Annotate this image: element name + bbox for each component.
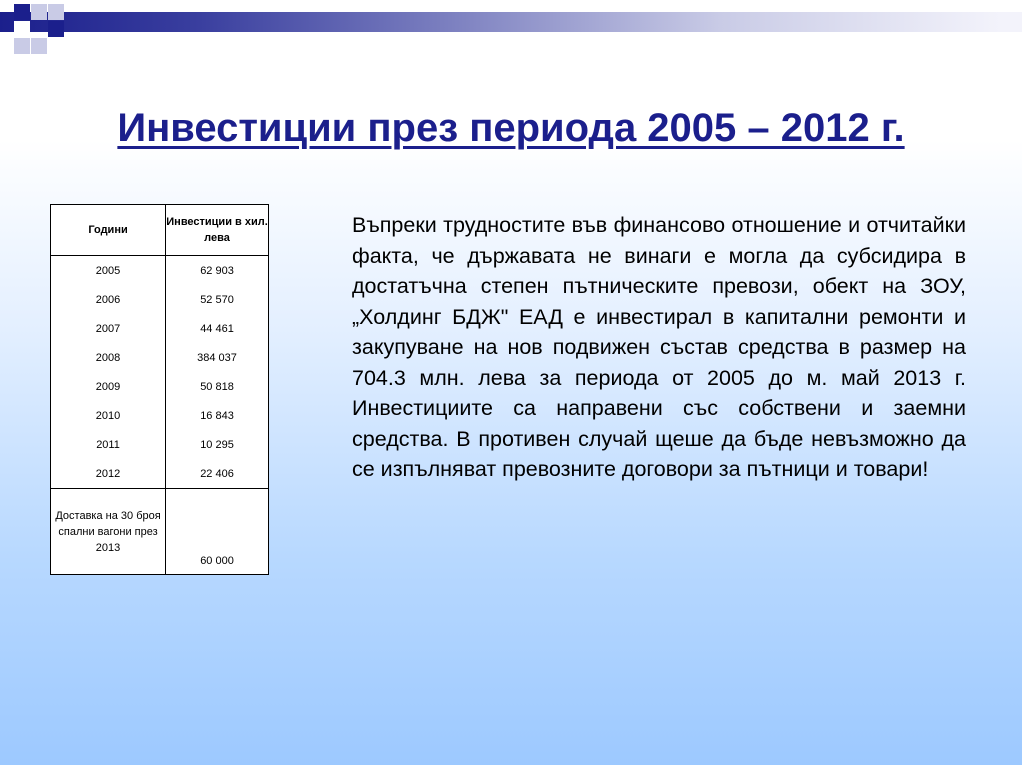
year-cell: 2005 <box>51 256 166 286</box>
investment-value-cell: 384 037 <box>197 351 237 364</box>
table-header-row <box>51 205 269 256</box>
delivery-label: Доставка на 30 броя спални вагони през 2013 <box>51 489 166 575</box>
table-row-delivery <box>51 489 269 575</box>
table-row <box>51 343 269 372</box>
year-cell: 2009 <box>51 372 166 401</box>
table-row <box>51 256 269 286</box>
delivery-value: 60 000 <box>166 489 269 575</box>
slide-title <box>0 104 1022 152</box>
decor-square-dark <box>48 21 64 37</box>
investment-value-cell: 44 461 <box>200 322 234 335</box>
table-row <box>51 459 269 489</box>
decor-square-dark <box>14 4 30 20</box>
investment-value-cell: 52 570 <box>200 293 234 306</box>
header-investments: Инвестиции в хил. лева <box>166 205 269 256</box>
decor-square-light <box>48 4 64 20</box>
slide-title-text: Инвестиции през периода 2005 – 2012 г. <box>117 106 905 150</box>
body-paragraph: Въпреки трудностите във финансово отношение и отчитайки факта, че държавата не винаги е могла да субсидира в достатъчна степен пътническите превози, обект на ЗОУ, „Холдинг БДЖ" ЕАД е инвестирал в капитални ремонти и закупуване на нов подвижен състав средства в размер на 704.3 млн. лева за периода от 2005 до м. май 2013 г. Инвестициите са направени със собствени и заемни средства. В противен случай щеше да бъде невъзможно да се изпълняват превозните договори за пътници и товари! <box>352 213 966 481</box>
decor-square-light <box>31 38 47 54</box>
decor-square-white <box>14 21 30 37</box>
year-cell: 2008 <box>51 343 166 372</box>
decor-square-light <box>14 38 30 54</box>
investments-table <box>50 204 269 575</box>
table-row <box>51 314 269 343</box>
header-gradient-band <box>0 12 1022 32</box>
year-cell: 2010 <box>51 401 166 430</box>
investment-value-cell: 16 843 <box>200 409 234 422</box>
table-row <box>51 285 269 314</box>
table-row <box>51 430 269 459</box>
year-cell: 2012 <box>51 459 166 489</box>
year-cell: 2007 <box>51 314 166 343</box>
investment-value-cell: 50 818 <box>200 380 234 393</box>
table-row <box>51 401 269 430</box>
year-cell: 2011 <box>51 430 166 459</box>
year-cell: 2006 <box>51 285 166 314</box>
investment-value-cell: 22 406 <box>200 467 234 480</box>
header-years: Години <box>51 205 166 256</box>
investment-value-cell: 62 903 <box>200 264 234 277</box>
table-row <box>51 372 269 401</box>
decor-square-light <box>31 4 47 20</box>
investment-value-cell: 10 295 <box>200 438 234 451</box>
table-body <box>51 256 269 575</box>
